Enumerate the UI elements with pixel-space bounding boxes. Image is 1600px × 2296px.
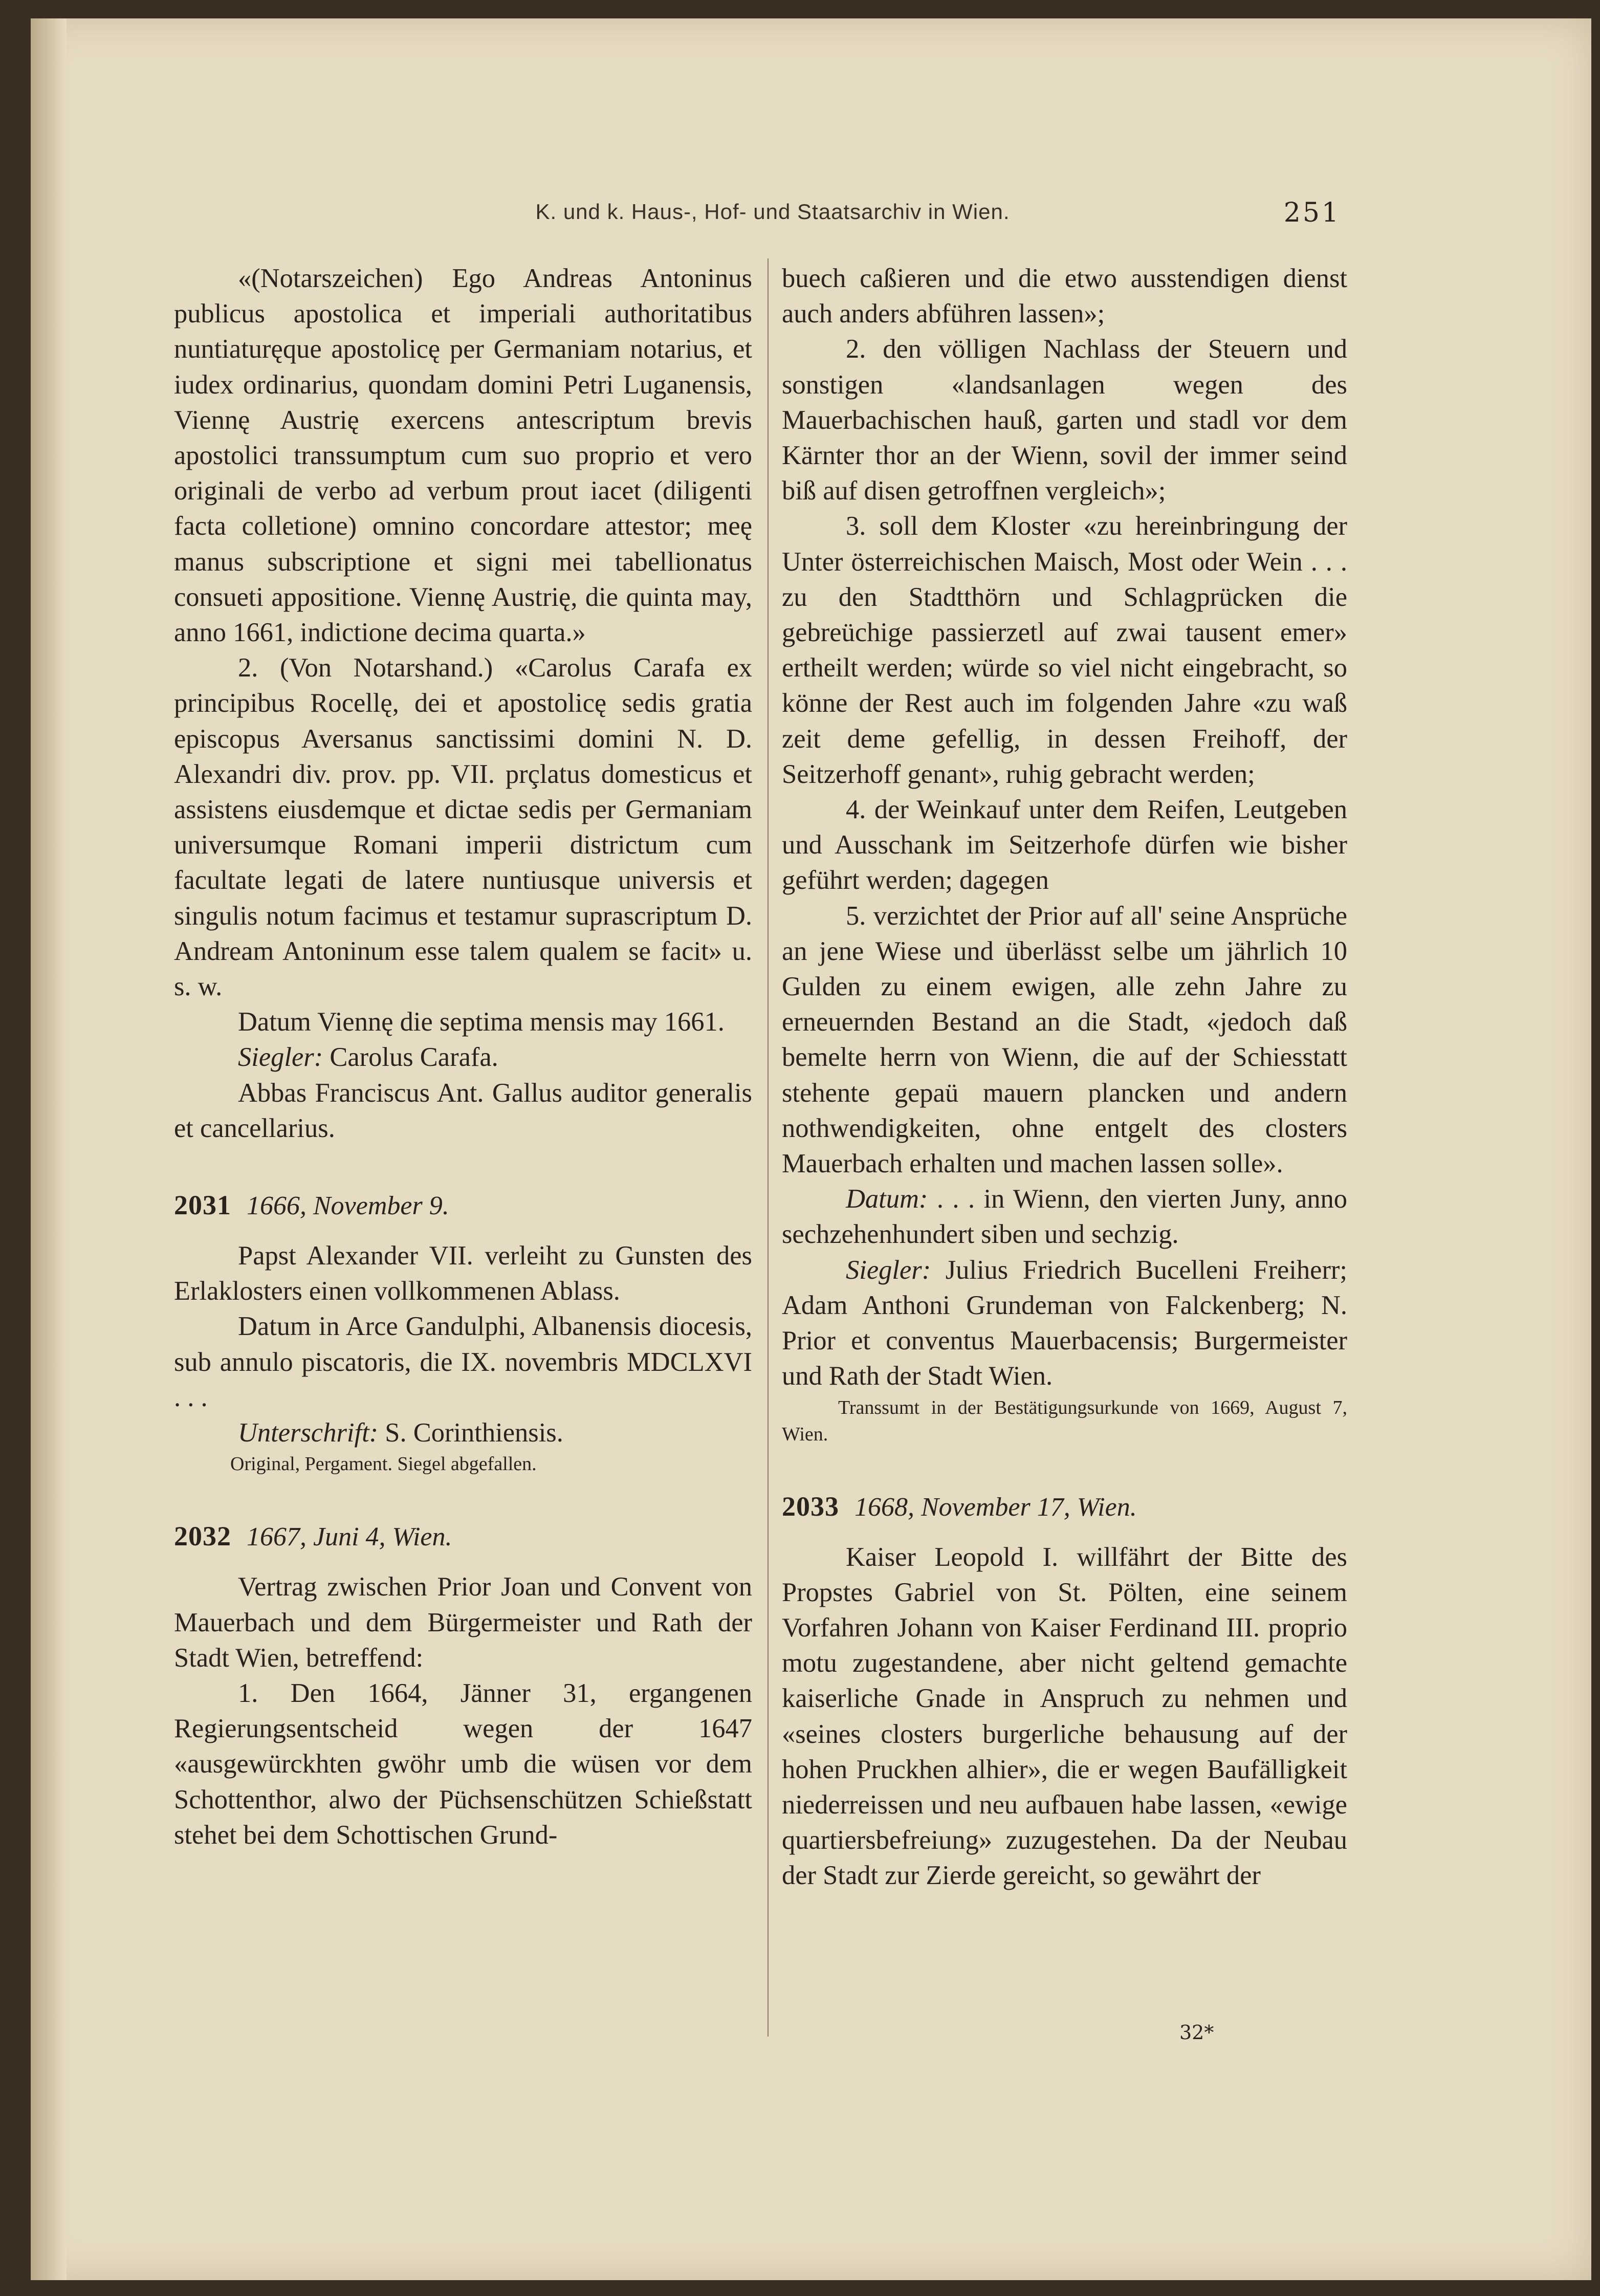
paragraph: 5. verzichtet der Prior auf all' seine Ansprüche an jene Wiese und überlässt selbe um jährlich 10 Gulden zu einem ewigen, alle zehn Jahre zu erneuernden Bestand an die Stadt, «jedoch daß bemelte herrn von Wienn, die auf der Schiesstatt stehente gepaü mauern plancken und andern nothwendigkeiten, ohne entgelt des closters Mauerbach erhalten und machen lassen solle». <box>782 901 1347 1179</box>
left-column <box>174 261 752 1853</box>
page-gutter-shadow <box>31 18 67 2280</box>
paragraph: Papst Alexander VII. verleiht zu Gunsten des Erlaklosters einen vollkommenen Ablass. <box>174 1241 752 1306</box>
sealer-text: Carolus Carafa. <box>330 1042 498 1073</box>
paragraph: Abbas Franciscus Ant. Gallus auditor generalis et cancellarius. <box>174 1078 752 1143</box>
sealer-line <box>782 1253 1347 1394</box>
entry-date: 1668, November 17, Wien. <box>854 1492 1137 1522</box>
datum-label: Datum: <box>846 1184 928 1214</box>
signature-label: Unterschrift: <box>238 1418 379 1448</box>
paragraph: Datum Viennę die septima mensis may 1661. <box>238 1007 725 1037</box>
paragraph: 1. Den 1664, Jänner 31, ergangenen Regierungsentscheid wegen der 1647 «ausgewürckhten gwöhr umb die wüsen vor dem Schottenthor, alwo der Püchsenschützen Schießstatt stehet bei dem Schottischen Grund- <box>174 1678 752 1850</box>
archival-note: Transsumt in der Bestätigungsurkunde von 1669, August 7, Wien. <box>782 1396 1347 1445</box>
column-divider <box>768 258 769 2037</box>
paragraph: buech caßieren und die etwo ausstendigen dienst auch anders abführen lassen»; <box>782 264 1347 329</box>
paragraph: 3. soll dem Kloster «zu hereinbringung der Unter österreichischen Maisch, Most oder Wein . . . zu den Stadtthörn und Schlagprücken die gebreüchige passierzetl auf zwai tausent emer» ertheilt werden; würde so viel nicht eingebracht, so könne der Rest auch im folgenden Jahre «zu waß zeit deme gefellig, in dessen Freihoff, der Seitzerhoff genant», ruhig gebracht werden; <box>782 511 1347 789</box>
paragraph: Vertrag zwischen Prior Joan und Convent von Mauerbach und dem Bürgermeister und Rath der Stadt Wien, betreffend: <box>174 1572 752 1673</box>
paragraph: «(Notarszeichen) Ego Andreas Antoninus publicus apostolica et imperiali authoritatibus nuntiaturęque apostolicę per Germaniam notarius, et iudex ordinarius, quondam domini Petri Luganensis, Viennę Austrię exercens antescriptum brevis apostolici transsumptum cum suo proprio et vero originali de verbo ad verbum prout iacet (diligenti facta colletione) omnino concordare attestor; meę manus subscriptione et signi mei tabellionatus consueti appositione. Viennę Austrię, die quinta may, anno 1661, indictione decima quarta.» <box>174 264 752 648</box>
entry-heading-2032 <box>174 1518 752 1555</box>
entry-number: 2032 <box>174 1521 231 1552</box>
sealer-line <box>174 1040 752 1075</box>
header-title: K. und k. Haus-, Hof- und Staatsarchiv in Wien. <box>535 200 1010 224</box>
entry-number: 2033 <box>782 1491 839 1522</box>
running-header <box>205 200 1341 240</box>
paragraph: 2. (Von Notarshand.) «Carolus Carafa ex principibus Rocellę, dei et apostolicę sedis gratia episcopus Aversanus sanctissimi domini N. D. Alexandri div. prov. pp. VII. prçlatus domesticus et assistens eiusdemque et dictae sedis per Germaniam universumque Romani imperii districtum cum facultate legati de latere nuntiusque universis et singulis notum facimus et testamur suprascriptum D. Andream Antoninum esse talem qualem se facit» u. s. w. <box>174 653 752 1002</box>
paragraph: Datum in Arce Gandulphi, Albanensis diocesis, sub annulo piscatoris, die IX. novembris MDCLXVI . . . <box>174 1311 752 1412</box>
paragraph: 4. der Weinkauf unter dem Reifen, Leutgeben und Ausschank im Seitzerhofe dürfen wie bisher geführt werden; dagegen <box>782 795 1347 895</box>
signature-line <box>174 1415 752 1451</box>
archival-note: Original, Pergament. Siegel abgefallen. <box>230 1453 537 1475</box>
signature-text: S. Corinthiensis. <box>385 1418 563 1448</box>
entry-date: 1667, Juni 4, Wien. <box>247 1522 452 1552</box>
signature-mark: 32* <box>1179 2021 1214 2044</box>
entry-heading-2031 <box>174 1187 752 1224</box>
sealer-label: Siegler: <box>846 1255 931 1285</box>
right-column <box>782 261 1347 1894</box>
entry-date: 1666, November 9. <box>247 1191 449 1221</box>
sealer-text: Julius Friedrich Bucelleni Freiherr; Adam Anthoni Grundeman von Falckenberg; N. Prior et conventus Mauerbacensis; Burgermeister und Rath der Stadt Wien. <box>782 1255 1347 1391</box>
paragraph: Kaiser Leopold I. willfährt der Bitte des Propstes Gabriel von St. Pölten, eine seinem Vorfahren Johann von Kaiser Ferdinand III. proprio motu zugestandene, aber nicht geltend gemachte kaiserliche Gnade in Anspruch zu nehmen und «seines closters burgerliche behausung auf der hohen Pruckhen alhier», die er wegen Baufälligkeit niederreissen und neu aufbauen habe lassen, «ewige quartiersbefreiung» zuzugestehen. Da der Neubau der Stadt zur Zierde gereicht, so gewährt der <box>782 1542 1347 1891</box>
datum-line <box>782 1182 1347 1252</box>
sealer-label: Siegler: <box>238 1042 323 1073</box>
entry-number: 2031 <box>174 1190 231 1221</box>
datum-text: . . . in Wienn, den vierten Juny, anno sechzehenhundert siben und sechzig. <box>782 1184 1347 1250</box>
page-number: 251 <box>1283 198 1341 228</box>
entry-heading-2033 <box>782 1489 1347 1525</box>
paragraph: 2. den völligen Nachlass der Steuern und sonstigen «landsanlagen wegen des Mauerbachischen hauß, garten und stadl vor dem Kärnter thor an der Wienn, sovil der immer seind biß auf disen getroffnen vergleich»; <box>782 334 1347 506</box>
